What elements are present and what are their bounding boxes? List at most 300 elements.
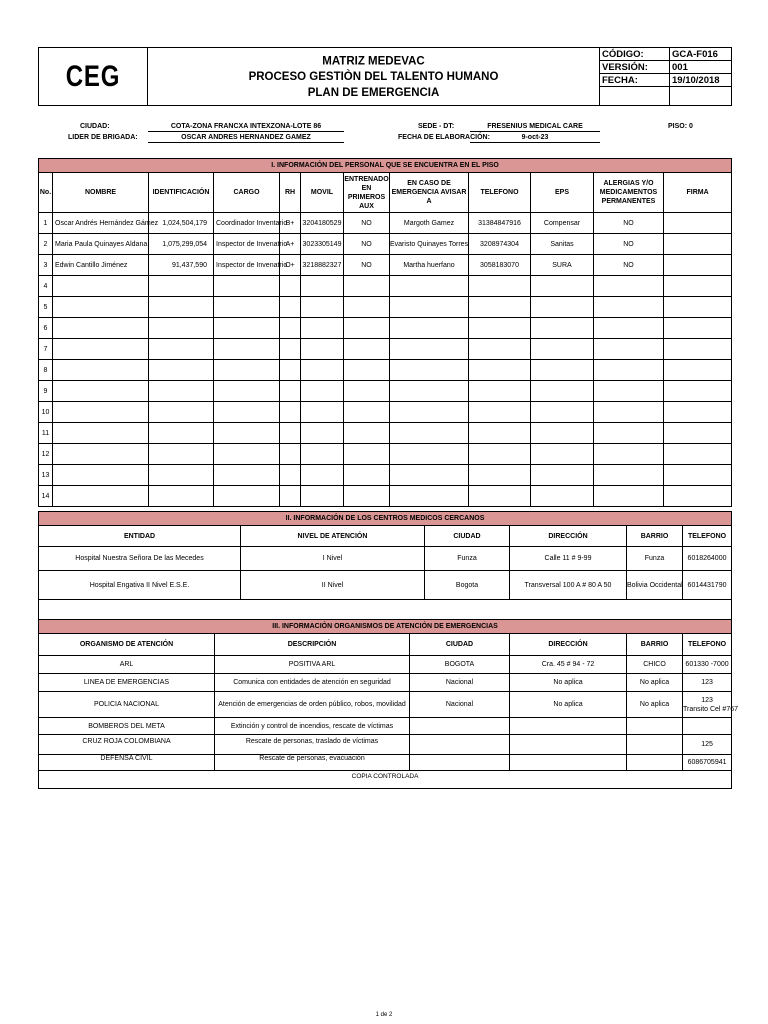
cell-rh [280,444,301,465]
sede-value: FRESENIUS MEDICAL CARE [487,123,583,130]
fecha-elaboracion-label: FECHA DE ELABORACIÓN: [398,134,490,141]
cell-eps [531,339,594,360]
cell-telefono [469,360,531,381]
title-line: PROCESO GESTIÒN DEL TALENTO HUMANO [248,69,499,83]
cell-nombre [53,486,149,507]
empty-cell [39,600,732,621]
cell-movil: 3218882327 [301,255,344,276]
section-3-title: III. INFORMACIÓN ORGANISMOS DE ATENCIÓN DE EMERGENCIAS [39,620,732,634]
version-value: 001 [670,61,732,74]
title-line: PLAN DE EMERGENCIA [307,85,440,99]
cell-rh: A+ [280,234,301,255]
cell-rh [280,360,301,381]
cell-identificacion: 1,075,299,054 [149,234,214,255]
cell-firma [664,381,732,402]
cell-rh [280,423,301,444]
cell-telefono: 6086705941 [683,755,732,771]
col-header-alergias: ALERGIAS Y/O MEDICAMENTOS PERMANENTES [594,173,664,213]
cell-firma [664,465,732,486]
table-row [39,234,732,255]
col-header-ciudad: CIUDAD [410,634,510,656]
cell-nombre [53,318,149,339]
cell-identificacion [149,381,214,402]
cell-identificacion [149,297,214,318]
cell-nombre [53,339,149,360]
lider-label: LIDER DE BRIGADA: [68,134,138,141]
cell-nombre [53,402,149,423]
cell-telefono [469,276,531,297]
table-row [39,486,732,507]
cell-firma [664,360,732,381]
cell-telefono [469,297,531,318]
cell-direccion [510,755,627,771]
col-header-descripcion: DESCRIPCIÓN [215,634,410,656]
cell-telefono [469,444,531,465]
cell-direccion: Calle 11 # 9-99 [510,547,627,571]
cell-identificacion [149,444,214,465]
cell-barrio [627,755,683,771]
col-header-firma: FIRMA [664,173,732,213]
cell-organismo: CRUZ ROJA COLOMBIANA [39,735,215,755]
cell-avisar [390,486,469,507]
table-row [39,718,732,735]
company-logo: CEG [65,59,121,93]
section-1-title: I. INFORMACIÓN DEL PERSONAL QUE SE ENCUENTRA EN EL PISO [39,159,732,173]
cell-organismo: DEFENSA CIVIL [39,755,215,771]
sede-underline [470,131,600,132]
emergency-orgs-table [38,619,738,789]
cell-telefono [469,486,531,507]
cell-firma [664,444,732,465]
personal-table [38,158,732,507]
cell-firma [664,318,732,339]
title-line: MATRIZ MEDEVAC [322,53,425,67]
cell-cargo [214,423,280,444]
cell-cargo [214,402,280,423]
table-row [39,547,732,571]
cell-avisar: Evaristo Quinayes Torres [390,234,469,255]
cell-no: 12 [39,444,53,465]
cell-nombre [53,297,149,318]
cell-telefono: 3058183070 [469,255,531,276]
cell-identificacion [149,360,214,381]
table-row [39,444,732,465]
cell-firma [664,486,732,507]
cell-identificacion: 1,024,504,179 [149,213,214,234]
cell-eps [531,297,594,318]
document-header [38,47,732,106]
cell-entrenado [344,297,390,318]
cell-organismo: POLICIA NACIONAL [39,692,215,718]
cell-identificacion [149,465,214,486]
cell-avisar [390,276,469,297]
cell-rh [280,276,301,297]
cell-rh [280,381,301,402]
cell-cargo [214,486,280,507]
cell-no: 2 [39,234,53,255]
cell-telefono: 601330 -7000 [683,656,732,674]
cell-avisar [390,465,469,486]
cell-nombre [53,444,149,465]
cell-rh [280,318,301,339]
cell-alergias [594,381,664,402]
cell-firma [664,213,732,234]
cell-entrenado: NO [344,234,390,255]
table-row [39,692,732,718]
cell-nombre [53,465,149,486]
col-header-cargo: CARGO [214,173,280,213]
col-header-telefono: TELEFONO [469,173,531,213]
cell-cargo [214,339,280,360]
ciudad-label: CIUDAD: [80,123,110,130]
cell-no: 8 [39,360,53,381]
piso-label: PISO: 0 [668,123,693,130]
cell-identificacion: 91,437,590 [149,255,214,276]
cell-ciudad [410,755,510,771]
cell-descripcion: Atención de emergencias de orden público, robos, movilidad [215,692,410,718]
cell-organismo: ARL [39,656,215,674]
code-value: GCA-F016 [670,48,732,61]
telefono-line: 123 [701,696,713,704]
cell-movil [301,465,344,486]
lider-value: OSCAR ANDRES HERNANDEZ GAMEZ [181,134,311,141]
table-row [39,571,732,600]
cell-identificacion [149,486,214,507]
table-row [39,735,732,755]
cell-rh [280,402,301,423]
cell-no: 14 [39,486,53,507]
cell-avisar [390,318,469,339]
col-header-entidad: ENTIDAD [39,526,241,547]
cell-ciudad [410,718,510,735]
cell-no: 13 [39,465,53,486]
cell-firma [664,255,732,276]
version-label: VERSIÓN: [600,61,670,74]
empty-row [39,600,732,621]
table-row [39,402,732,423]
table-row [39,381,732,402]
table-row [39,276,732,297]
cell-movil [301,423,344,444]
cell-identificacion [149,318,214,339]
cell-barrio [627,718,683,735]
cell-rh: B+ [280,213,301,234]
cell-telefono [469,339,531,360]
cell-firma [664,276,732,297]
sede-label: SEDE - DT: [418,123,455,130]
col-header-barrio: BARRIO [627,526,683,547]
cell-entrenado [344,444,390,465]
cell-movil [301,339,344,360]
cell-movil [301,402,344,423]
cell-no: 7 [39,339,53,360]
cell-avisar [390,402,469,423]
cell-eps: SURA [531,255,594,276]
cell-telefono: 125 [683,735,732,755]
col-header-rh: RH [280,173,301,213]
cell-eps [531,360,594,381]
cell-telefono [469,402,531,423]
cell-entidad: Hospital Nuestra Señora De las Mecedes [39,547,241,571]
col-header-identificacion: IDENTIFICACIÓN [149,173,214,213]
cell-nombre: Maria Paula Quinayes Aldana [53,234,149,255]
col-header-nombre: NOMBRE [53,173,149,213]
cell-alergias [594,297,664,318]
cell-eps [531,381,594,402]
cell-firma [664,234,732,255]
cell-direccion [510,735,627,755]
cell-alergias [594,339,664,360]
col-header-direccion: DIRECCIÓN [510,634,627,656]
cell-telefono [469,318,531,339]
cell-alergias [594,486,664,507]
cell-nombre [53,276,149,297]
cell-telefono: 123 [683,674,732,692]
cell-alergias [594,423,664,444]
cell-barrio: No aplica [627,674,683,692]
cell-alergias [594,360,664,381]
cell-no: 10 [39,402,53,423]
cell-nombre: Oscar Andrés Hernández Gámez [53,213,149,234]
cell-alergias [594,318,664,339]
cell-avisar: Martha huerfano [390,255,469,276]
cell-no: 9 [39,381,53,402]
cell-ciudad: Funza [425,547,510,571]
col-header-organismo: ORGANISMO DE ATENCIÓN [39,634,215,656]
cell-firma [664,297,732,318]
cell-no: 3 [39,255,53,276]
cell-cargo [214,444,280,465]
cell-avisar [390,339,469,360]
table-row [39,755,732,771]
cell-alergias: NO [594,255,664,276]
cell-entrenado [344,423,390,444]
table-row [39,656,732,674]
cell-organismo: LINEA DE EMERGENCIAS [39,674,215,692]
table-row [39,213,732,234]
cell-identificacion [149,423,214,444]
cell-eps [531,423,594,444]
cell-entrenado [344,381,390,402]
cell-nivel: I Nivel [241,547,425,571]
cell-identificacion [149,276,214,297]
cell-barrio: Bolivia Occidental [627,571,683,600]
document-title [148,46,600,107]
cell-movil [301,444,344,465]
table-row [39,255,732,276]
col-header-no: No. [39,173,53,213]
cell-descripcion: Comunica con entidades de atención en seguridad [215,674,410,692]
cell-no: 11 [39,423,53,444]
table-row [39,297,732,318]
col-header-telefono: TELEFONO [683,526,732,547]
cell-movil [301,381,344,402]
cell-entrenado [344,465,390,486]
cell-no: 4 [39,276,53,297]
cell-alergias [594,276,664,297]
telefono-line: Transito Cel #767 [683,705,738,713]
cell-rh [280,465,301,486]
table-row [39,339,732,360]
cell-identificacion [149,402,214,423]
cell-alergias [594,402,664,423]
cell-no: 6 [39,318,53,339]
cell-movil [301,360,344,381]
cell-ciudad: Bogota [425,571,510,600]
col-header-nivel: NIVEL DE ATENCIÓN [241,526,425,547]
cell-firma [664,402,732,423]
cell-barrio [627,735,683,755]
cell-avisar [390,381,469,402]
controlled-copy-note: COPIA CONTROLADA [39,771,732,789]
cell-direccion: No aplica [510,674,627,692]
cell-cargo [214,297,280,318]
cell-ciudad: Nacional [410,674,510,692]
cell-eps [531,318,594,339]
cell-nivel: II Nivel [241,571,425,600]
cell-no: 5 [39,297,53,318]
lider-underline [148,142,344,143]
code-label: CÓDIGO: [600,48,670,61]
cell-no: 1 [39,213,53,234]
col-header-entrenado: ENTRENADO EN PRIMEROS AUX [344,173,390,213]
cell-movil [301,318,344,339]
cell-nombre [53,360,149,381]
col-header-avisar: EN CASO DE EMERGENCIA AVISAR A [390,173,469,213]
cell-firma [664,423,732,444]
cell-cargo [214,276,280,297]
cell-firma [664,339,732,360]
cell-rh [280,297,301,318]
cell-rh [280,486,301,507]
logo-cell [39,48,148,106]
table-row [39,360,732,381]
cell-nombre [53,423,149,444]
cell-descripcion: Rescate de personas, evacuación [215,755,410,771]
cell-alergias [594,444,664,465]
ciudad-underline [148,131,344,132]
cell-eps [531,444,594,465]
empty-cell [670,87,732,106]
cell-telefono: 6014431790 [683,571,732,600]
page-number: 1 de 2 [375,1012,393,1018]
cell-cargo: Coordinador Inventario [214,213,280,234]
cell-telefono [469,381,531,402]
cell-barrio: CHICO [627,656,683,674]
empty-cell [600,87,670,106]
cell-eps: Compensar [531,213,594,234]
cell-telefono: 3208974304 [469,234,531,255]
personal-rows [39,213,732,507]
cell-movil: 3023305149 [301,234,344,255]
cell-entrenado: NO [344,213,390,234]
cell-telefono: 6018264000 [683,547,732,571]
cell-entrenado [344,339,390,360]
cell-telefono [469,423,531,444]
cell-entrenado [344,276,390,297]
cell-eps [531,486,594,507]
col-header-barrio: BARRIO [627,634,683,656]
cell-alergias [594,465,664,486]
cell-descripcion: Rescate de personas, traslado de víctimas [215,735,410,755]
table-row [39,465,732,486]
col-header-movil: MOVIL [301,173,344,213]
cell-cargo: Inspector de Invenatrio [214,255,280,276]
cell-ciudad: BOGOTA [410,656,510,674]
cell-entrenado [344,486,390,507]
cell-entrenado [344,402,390,423]
col-header-ciudad: CIUDAD [425,526,510,547]
cell-eps: Sanitas [531,234,594,255]
cell-telefono: 31384847916 [469,213,531,234]
cell-avisar [390,360,469,381]
date-value: 19/10/2018 [670,74,732,87]
ciudad-value: COTA-ZONA FRANCXA INTEXZONA-LOTE 86 [170,123,322,130]
cell-ciudad: Nacional [410,692,510,718]
date-label: FECHA: [600,74,670,87]
cell-barrio: No aplica [627,692,683,718]
cell-entrenado [344,360,390,381]
cell-descripcion: Extinción y control de incendios, rescate de víctimas [215,718,410,735]
cell-movil [301,297,344,318]
cell-avisar [390,297,469,318]
cell-movil [301,486,344,507]
cell-descripcion: POSITIVA ARL [215,656,410,674]
col-header-telefono: TELEFONO [683,634,732,656]
cell-cargo [214,360,280,381]
cell-cargo [214,465,280,486]
cell-entrenado [344,318,390,339]
cell-organismo: BOMBEROS DEL META [39,718,215,735]
table-row [39,674,732,692]
cell-ciudad [410,735,510,755]
cell-nombre [53,381,149,402]
cell-eps [531,276,594,297]
medical-centers-table [38,511,732,621]
cell-entrenado: NO [344,255,390,276]
col-header-eps: EPS [531,173,594,213]
cell-identificacion [149,339,214,360]
cell-telefono [469,465,531,486]
cell-barrio: Funza [627,547,683,571]
cell-cargo [214,381,280,402]
cell-entidad: Hospital Engativa II Nivel E.S.E. [39,571,241,600]
cell-avisar [390,444,469,465]
cell-direccion: Cra. 45 # 94 - 72 [510,656,627,674]
table-row [39,423,732,444]
cell-eps [531,465,594,486]
col-header-direccion: DIRECCIÓN [510,526,627,547]
cell-telefono [683,692,738,718]
cell-cargo [214,318,280,339]
cell-eps [531,402,594,423]
cell-rh [280,339,301,360]
cell-alergias: NO [594,234,664,255]
cell-direccion: Transversal 100 A # 80 A 50 [510,571,627,600]
cell-rh: O+ [280,255,301,276]
cell-cargo: Inspector de Invenatrio [214,234,280,255]
table-row [39,318,732,339]
cell-movil: 3204180529 [301,213,344,234]
cell-direccion: No aplica [510,692,627,718]
cell-direccion [510,718,627,735]
cell-avisar: Margoth Gamez [390,213,469,234]
fecha-underline [470,142,600,143]
section-2-title: II. INFORMACIÓN DE LOS CENTROS MEDICOS CERCANOS [39,512,732,526]
cell-movil [301,276,344,297]
fecha-elaboracion-value: 9-oct-23 [521,134,549,141]
cell-nombre: Edwin Cantillo Jiménez [53,255,149,276]
